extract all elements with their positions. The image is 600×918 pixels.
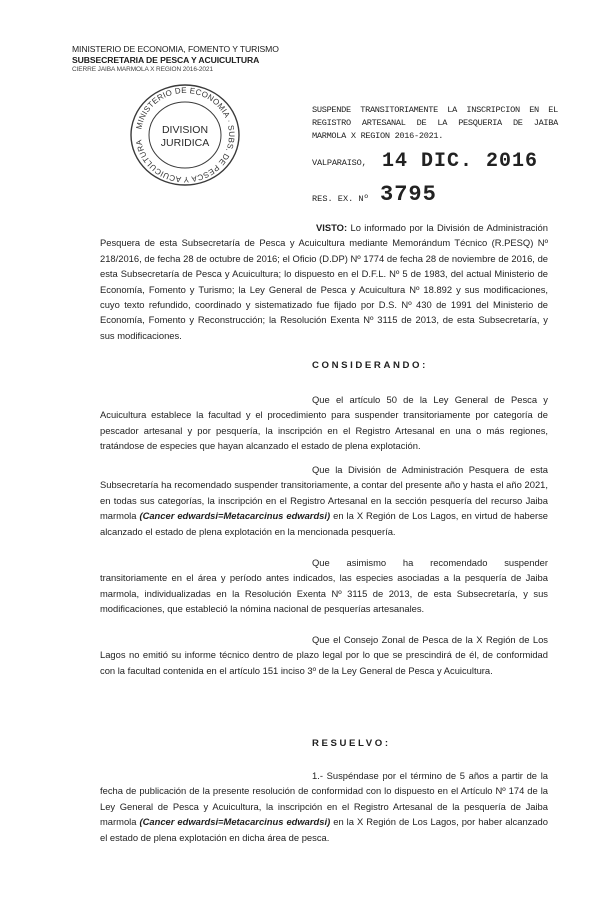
considerando-paragraph-1: Que el artículo 50 de la Ley General de Pesca y Acuicultura establece la facultad y el procedimiento para suspender transitoriamente por categoría de pescador artesanal y por pesquería, la inscripción en el Registro Artesanal en una o más regiones, tratándose de especies que hayan alcanzado el estado de plena explotación. bbox=[100, 394, 548, 452]
resolution-subject: SUSPENDE TRANSITORIAMENTE LA INSCRIPCION EN EL REGISTRO ARTESANAL DE LA PESQUERIA DE JAIBA MARMOLA X REGION 2016-2021. bbox=[312, 105, 558, 141]
place-label: VALPARAISO, bbox=[312, 158, 367, 168]
considerando-paragraph-2: Que la División de Administración Pesquera de esta Subsecretaría ha recomendado suspender transitoriamente, a contar del presente año y hasta el año 2021, en todas sus categorías, la inscripción en el Registro Artesanal en la sección pesquería del recurso Jaiba marmola (Cancer edwardsi=Metacarcinus edwardsi) en la X Región de Los Lagos, en virtud de haberse alcanzado el estado de plena explotación en la mencionada pesquería. bbox=[100, 464, 548, 537]
visto-lead: VISTO: bbox=[316, 222, 348, 233]
resolution-label: RES. EX. Nº bbox=[312, 194, 369, 204]
considerando-heading: CONSIDERANDO: bbox=[312, 360, 428, 371]
resuelvo-paragraph-1: 1.- Suspéndase por el término de 5 años a partir de la fecha de publicación de la presente resolución de conformidad con lo dispuesto en el Artículo Nº 174 de la Ley General de Pesca y Acuicultura, la inscripción en el Registro Artesanal de la pesquería de Jaiba marmola (Cancer edwardsi=Metacarcinus edwardsi) en la X Región de Los Lagos, por haber alcanzado el estado de plena explotación en dicha área de pesca. bbox=[100, 770, 548, 843]
date-stamp: 14 DIC. 2016 bbox=[382, 150, 539, 173]
considerando-paragraph-3: Que asimismo ha recomendado suspender transitoriamente en el área y período antes indicados, las especies asociadas a la pesquería de Jaiba marmola, individualizadas en la Resolución Exenta Nº 3115 de 2013, de esta Subsecretaría, y sus modificaciones, que estableció la nómina nacional de pesquerías artesanales. bbox=[100, 557, 548, 615]
visto-text: Lo informado por la División de Administración Pesquera de esta Subsecretaría de Pesca y Acuicultura mediante Memorándum Técnico (R.PESQ) Nº 218/2016, de fecha 28 de octubre de 2016; el Oficio (D.DP) Nº 1774 de fecha 28 de noviembre de 2016, de esta Subsecretaría de Pesca y Acuicultura; lo dispuesto en el D.F.L. Nº 5 de 1983, del actual Ministerio de Economía, Fomento y Turismo; la Ley General de Pesca y Acuicultura Nº 18.892 y sus modificaciones, cuyo texto refundido, coordinado y sistematizado fue fijado por D.S. Nº 430 de 1991 del Ministerio de Economía, Fomento y Reconstrucción; la Resolución Exenta Nº 3115 de 2013, de esta Subsecretaría, y sus modificaciones. bbox=[100, 222, 548, 341]
stamp-line-1: DIVISION bbox=[161, 124, 209, 136]
visto-paragraph bbox=[100, 220, 548, 343]
scientific-name: (Cancer edwardsi=Metacarcinus edwardsi) bbox=[139, 510, 331, 522]
scientific-name: (Cancer edwardsi=Metacarcinus edwardsi) bbox=[139, 816, 331, 828]
resuelvo-heading: RESUELVO: bbox=[312, 738, 391, 749]
subsecretaria-name: SUBSECRETARIA DE PESCA Y ACUICULTURA bbox=[72, 54, 260, 65]
resolution-number: 3795 bbox=[380, 182, 437, 207]
considerando-paragraph-4: Que el Consejo Zonal de Pesca de la X Región de Los Lagos no emitió su informe técnico dentro de plazo legal por lo que se prescindirá de él, de conformidad con la facultad contenida en el artículo 151 inciso 3º de la Ley General de Pesca y Acuicultura. bbox=[100, 634, 548, 676]
division-juridica-stamp bbox=[126, 80, 244, 190]
letterhead bbox=[72, 44, 279, 76]
stamp-ring-text: MINISTERIO DE ECONOMIA · SUBS. DE PESCA Y ACUICULTURA bbox=[134, 85, 237, 185]
stamp-line-2: JURIDICA bbox=[160, 137, 210, 149]
document-reference: CIERRE JAIBA MARMOLA X REGION 2016-2021 bbox=[72, 66, 213, 73]
ministry-name: MINISTERIO DE ECONOMIA, FOMENTO Y TURISMO bbox=[72, 44, 279, 54]
